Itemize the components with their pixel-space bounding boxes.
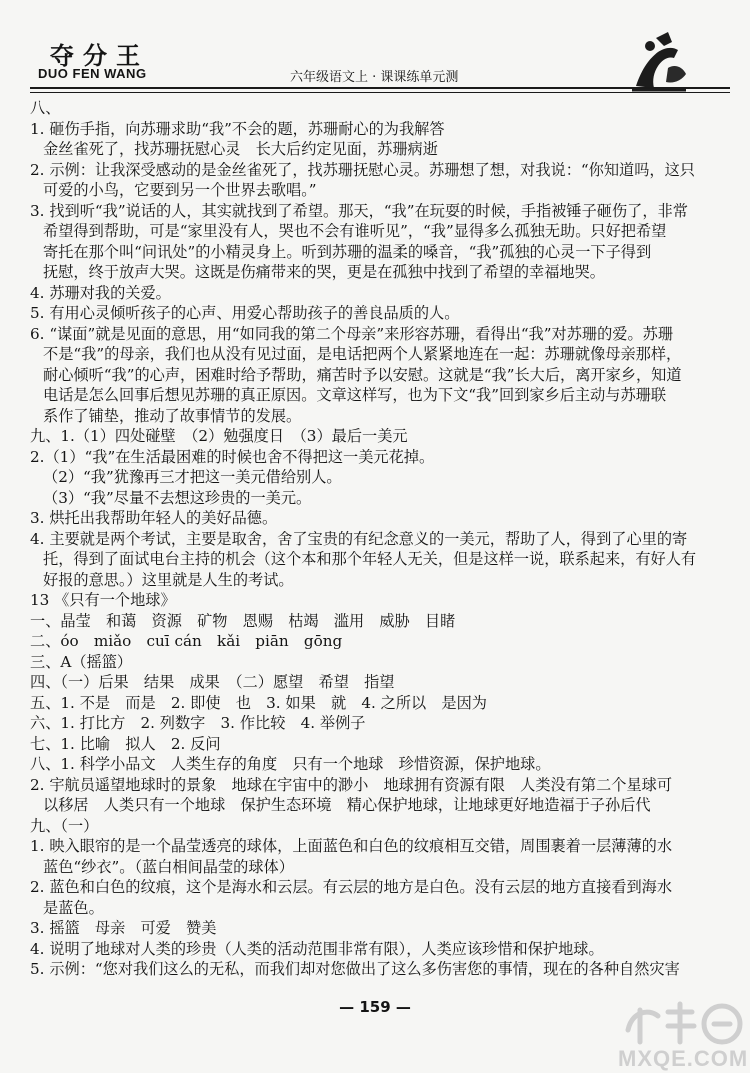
text-line: 4. 苏珊对我的关爱。 — [30, 283, 171, 302]
watermark-text: MXQE.COM — [618, 1046, 749, 1071]
text-line: 2. 蓝色和白色的纹痕，这个是海水和云层。有云层的地方是白色。没有云层的地方直接看到海水 — [30, 878, 673, 896]
text-line: 希望得到帮助，可是“家里没有人，哭也不会有谁听见”，“我”显得多么孤独无助。只好把希望 — [43, 222, 667, 240]
text-line: 托，得到了面试电台主持的机会（这个本和那个年轻人无关，但是这样一说，联系起来，有好人有 — [43, 550, 697, 568]
brand-name-cn: 夺分王 — [50, 41, 149, 70]
text-line: 2. 示例：让我深受感动的是金丝雀死了，找苏珊抚慰心灵。苏珊想了想，对我说：“你知道吗，这只 — [30, 160, 695, 179]
text-line: 一、晶莹 和蔼 资源 矿物 恩赐 枯竭 滥用 威胁 目睹 — [30, 611, 456, 630]
text-line: 5. 有用心灵倾听孩子的心声、用爱心帮助孩子的善良品质的人。 — [30, 304, 460, 322]
text-line: 五、1. 不是 而是 2. 即使 也 3. 如果 就 4. 之所以 是因为 — [30, 693, 487, 712]
text-line: 好报的意思。）这里就是人生的考试。 — [43, 570, 294, 589]
text-line: 以移居 人类只有一个地球 保护生态环境 精心保护地球，让地球更好地造福于子孙后代 — [43, 796, 651, 814]
text-line: 3. 烘托出我帮助年轻人的美好品德。 — [30, 509, 278, 527]
text-line: 金丝雀死了，找苏珊抚慰心灵 长大后约定见面，苏珊病逝 — [43, 140, 438, 158]
answer-content — [30, 98, 720, 980]
text-line: 可爱的小鸟，它要到另一个世界去歌唱。” — [43, 181, 317, 199]
text-line: 不是“我”的母亲，我们也从没有见过面，是电话把两个人紧紧地连在一起：苏珊就像母亲那样， — [43, 345, 682, 363]
text-line: 九、（一） — [30, 816, 99, 835]
text-line: 6. “谋面”就是见面的意思，用“如同我的第二个母亲”来形容苏珊，看得出“我”对苏珊的爱。苏珊 — [30, 324, 674, 343]
text-line: 八、 — [30, 99, 61, 117]
text-line: 1. 映入眼帘的是一个晶莹透亮的球体，上面蓝色和白色的纹痕相互交错，周围裹着一层薄薄的水 — [30, 837, 673, 855]
text-line: （3）“我”尽量不去想这珍贵的一美元。 — [43, 488, 312, 507]
text-line: 七、1. 比喻 拟人 2. 反问 — [30, 734, 221, 753]
text-line: 4. 说明了地球对人类的珍贵（人类的活动范围非常有限），人类应该珍惜和保护地球。 — [30, 939, 604, 958]
text-line: （2）“我”犹豫再三才把这一美元借给别人。 — [43, 468, 342, 486]
text-line: 系作了铺垫，推动了故事情节的发展。 — [43, 406, 302, 425]
text-line: 四、（一）后果 结果 成果 （二）愿望 希望 指望 — [30, 673, 395, 691]
page-header — [0, 0, 750, 102]
text-line: 2. 宇航员遥望地球时的景象 地球在宇宙中的渺小 地球拥有资源有限 人类没有第二个星球可 — [30, 775, 673, 794]
header-divider — [30, 87, 730, 89]
text-line: 是蓝色。 — [43, 898, 104, 917]
text-line: 耐心倾听“我”的心声，困难时给予帮助，痛苦时予以安慰。这就是“我”长大后，离开家乡，知道 — [43, 365, 682, 384]
text-line: 八、1. 科学小品文 人类生存的角度 只有一个地球 珍惜资源，保护地球。 — [30, 755, 551, 773]
text-line: 寄托在那个叫“问讯处”的小精灵身上。听到苏珊的温柔的嗓音，“我”孤独的心灵一下子得到 — [43, 242, 652, 261]
text-line: 4. 主要就是两个考试，主要是取舍，舍了宝贵的有纪念意义的一美元，帮助了人，得到了心里的寄 — [30, 529, 688, 548]
text-line: 六、1. 打比方 2. 列数字 3. 作比较 4. 举例子 — [30, 714, 366, 732]
text-line: 3. 找到听“我”说话的人，其实就找到了希望。那天，“我”在玩耍的时候，手指被锤子砸伤了，非常 — [30, 201, 688, 220]
text-line: 二、óo miǎo cuī cán kǎi piān gōng — [30, 632, 343, 650]
brand-logo-icon — [628, 28, 690, 94]
brand-name-en: DUO FEN WANG — [38, 66, 147, 81]
text-line: 电话是怎么回事后想见苏珊的真正原因。文章这样写，也为下文“我”回到家乡后主动与苏珊联 — [43, 386, 667, 404]
header-divider-thin — [30, 92, 730, 93]
text-line: 抚慰，终于放声大哭。这既是伤痛带来的哭，更是在孤独中找到了希望的幸福地哭。 — [43, 263, 605, 281]
lesson-title: 13 《只有一个地球》 — [30, 591, 176, 609]
text-line: 1. 砸伤手指，向苏珊求助“我”不会的题，苏珊耐心的为我解答 — [30, 119, 445, 138]
text-line: 蓝色“纱衣”。（蓝白相间晶莹的球体） — [43, 857, 294, 876]
text-line: 3. 摇篮 母亲 可爱 赞美 — [30, 919, 217, 937]
text-line: 2.（1）“我”在生活最困难的时候也舍不得把这一美元花掉。 — [30, 447, 435, 466]
text-line: 三、A（摇篮） — [30, 652, 133, 671]
text-line: 九、1.（1）四处碰壁 （2）勉强度日 （3）最后一美元 — [30, 427, 408, 445]
page-number: — 159 — — [339, 998, 411, 1016]
book-subtitle: 六年级语文上 · 课课练单元测 — [290, 70, 459, 85]
text-line: 5. 示例：“您对我们这么的无私，而我们却对您做出了这么多伤害您的事情，现在的各种自然灾害 — [30, 960, 680, 978]
